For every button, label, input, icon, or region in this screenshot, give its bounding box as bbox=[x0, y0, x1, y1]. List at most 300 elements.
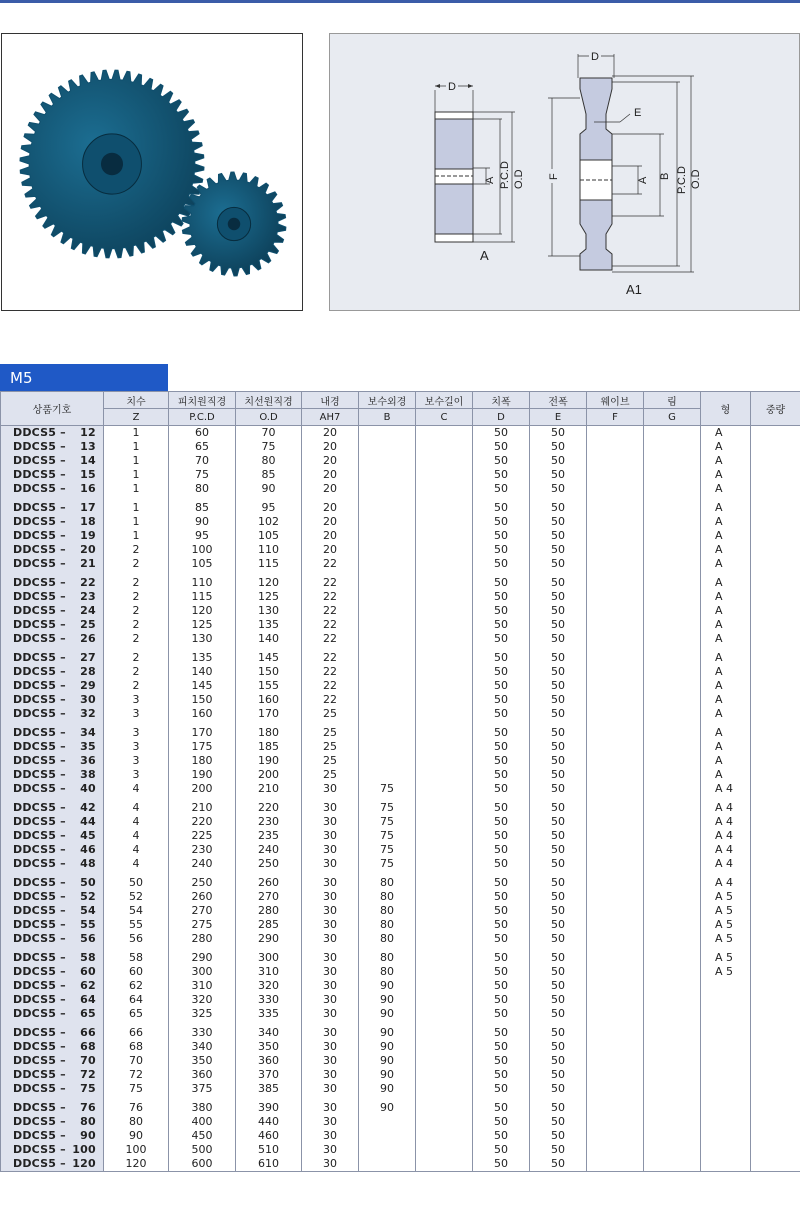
cell-od: 75 bbox=[236, 440, 302, 454]
cell-pcd: 230 bbox=[169, 843, 236, 857]
cell-pcd: 135 bbox=[169, 646, 236, 665]
cell-ah7: 22 bbox=[302, 571, 359, 590]
cell-type: A 4 bbox=[701, 857, 751, 871]
cell-pcd: 170 bbox=[169, 721, 236, 740]
cell-weight bbox=[751, 515, 800, 529]
table-row bbox=[1, 665, 800, 679]
cell-f bbox=[587, 665, 644, 679]
product-code-cell bbox=[1, 932, 104, 946]
product-code-prefix: DDCS5 – bbox=[13, 726, 66, 739]
cell-z: 72 bbox=[104, 1068, 169, 1082]
product-code-prefix: DDCS5 – bbox=[13, 679, 66, 692]
cell-c bbox=[416, 543, 473, 557]
cell-od: 385 bbox=[236, 1082, 302, 1096]
product-code-cell bbox=[1, 515, 104, 529]
table-row bbox=[1, 993, 800, 1007]
cell-b: 90 bbox=[359, 1096, 416, 1115]
spec-table-wrapper bbox=[0, 391, 800, 1172]
cell-z: 2 bbox=[104, 571, 169, 590]
cell-d: 50 bbox=[473, 1007, 530, 1021]
cell-pcd: 200 bbox=[169, 782, 236, 796]
cell-f bbox=[587, 796, 644, 815]
cell-weight bbox=[751, 665, 800, 679]
cell-type bbox=[701, 1082, 751, 1096]
cell-c bbox=[416, 590, 473, 604]
cell-b bbox=[359, 768, 416, 782]
cell-d: 50 bbox=[473, 515, 530, 529]
product-code-prefix: DDCS5 – bbox=[13, 1007, 66, 1020]
cell-type: A bbox=[701, 754, 751, 768]
product-code-number: 45 bbox=[80, 829, 96, 842]
product-code-number: 64 bbox=[80, 993, 96, 1006]
product-code-prefix: DDCS5 – bbox=[13, 543, 66, 556]
cell-d: 50 bbox=[473, 665, 530, 679]
cell-z: 1 bbox=[104, 515, 169, 529]
product-code-prefix: DDCS5 – bbox=[13, 843, 66, 856]
cell-ah7: 22 bbox=[302, 604, 359, 618]
cell-weight bbox=[751, 1082, 800, 1096]
spur-gear-pair-image bbox=[2, 34, 302, 310]
dim-b-label: B bbox=[659, 172, 671, 180]
cell-od: 310 bbox=[236, 965, 302, 979]
cell-weight bbox=[751, 571, 800, 590]
product-code-number: 12 bbox=[80, 426, 96, 439]
cell-f bbox=[587, 1096, 644, 1115]
product-code-prefix: DDCS5 – bbox=[13, 768, 66, 781]
cell-pcd: 140 bbox=[169, 665, 236, 679]
product-code-number: 22 bbox=[80, 576, 96, 589]
cell-ah7: 30 bbox=[302, 1115, 359, 1129]
cell-d: 50 bbox=[473, 890, 530, 904]
cell-type: A bbox=[701, 571, 751, 590]
product-code-prefix: DDCS5 – bbox=[13, 665, 66, 678]
header-product-code: 상품기호 bbox=[1, 392, 104, 426]
cell-b bbox=[359, 604, 416, 618]
cell-pcd: 95 bbox=[169, 529, 236, 543]
product-code-prefix: DDCS5 – bbox=[13, 876, 66, 889]
product-code-number: 75 bbox=[80, 1082, 96, 1095]
cell-ah7: 25 bbox=[302, 707, 359, 721]
product-code-prefix: DDCS5 – bbox=[13, 1054, 66, 1067]
cell-type bbox=[701, 993, 751, 1007]
cell-ah7: 22 bbox=[302, 557, 359, 571]
cell-f bbox=[587, 782, 644, 796]
product-code-prefix: DDCS5 – bbox=[13, 829, 66, 842]
cell-b bbox=[359, 693, 416, 707]
cell-c bbox=[416, 468, 473, 482]
product-code-prefix: DDCS5 – bbox=[13, 754, 66, 767]
table-row bbox=[1, 679, 800, 693]
cell-b bbox=[359, 482, 416, 496]
cell-f bbox=[587, 571, 644, 590]
cell-e: 50 bbox=[530, 890, 587, 904]
cell-type: A bbox=[701, 482, 751, 496]
cell-b: 90 bbox=[359, 1082, 416, 1096]
cell-od: 95 bbox=[236, 496, 302, 515]
cell-f bbox=[587, 632, 644, 646]
product-code-cell bbox=[1, 590, 104, 604]
cell-pcd: 220 bbox=[169, 815, 236, 829]
cell-b bbox=[359, 543, 416, 557]
cell-c bbox=[416, 679, 473, 693]
cell-c bbox=[416, 646, 473, 665]
cell-od: 340 bbox=[236, 1021, 302, 1040]
cell-od: 235 bbox=[236, 829, 302, 843]
product-code-number: 16 bbox=[80, 482, 96, 495]
product-code-prefix: DDCS5 – bbox=[13, 707, 66, 720]
table-row bbox=[1, 740, 800, 754]
product-code-cell bbox=[1, 665, 104, 679]
product-code-cell bbox=[1, 1096, 104, 1115]
cell-ah7: 30 bbox=[302, 979, 359, 993]
cell-type bbox=[701, 1143, 751, 1157]
cell-weight bbox=[751, 1068, 800, 1082]
cell-d: 50 bbox=[473, 707, 530, 721]
cell-g bbox=[644, 454, 701, 468]
cell-z: 2 bbox=[104, 679, 169, 693]
table-row bbox=[1, 829, 800, 843]
cell-z: 2 bbox=[104, 543, 169, 557]
cell-ah7: 30 bbox=[302, 946, 359, 965]
dimension-diagram bbox=[329, 33, 800, 311]
cell-f bbox=[587, 454, 644, 468]
cell-d: 50 bbox=[473, 1143, 530, 1157]
cell-pcd: 90 bbox=[169, 515, 236, 529]
product-code-cell bbox=[1, 1157, 104, 1172]
cell-g bbox=[644, 679, 701, 693]
cell-od: 190 bbox=[236, 754, 302, 768]
product-code-cell bbox=[1, 815, 104, 829]
cell-g bbox=[644, 871, 701, 890]
sub-f: F bbox=[587, 409, 644, 426]
table-row bbox=[1, 646, 800, 665]
cell-weight bbox=[751, 618, 800, 632]
cell-z: 4 bbox=[104, 815, 169, 829]
cell-b: 80 bbox=[359, 918, 416, 932]
cell-d: 50 bbox=[473, 557, 530, 571]
cell-ah7: 30 bbox=[302, 932, 359, 946]
cell-e: 50 bbox=[530, 1115, 587, 1129]
product-code-number: 13 bbox=[80, 440, 96, 453]
cell-ah7: 22 bbox=[302, 693, 359, 707]
cell-od: 110 bbox=[236, 543, 302, 557]
dim-e-label: E bbox=[634, 107, 642, 119]
cell-e: 50 bbox=[530, 721, 587, 740]
cell-weight bbox=[751, 857, 800, 871]
cell-pcd: 125 bbox=[169, 618, 236, 632]
product-code-cell bbox=[1, 904, 104, 918]
cell-f bbox=[587, 815, 644, 829]
cell-z: 1 bbox=[104, 440, 169, 454]
cell-pcd: 180 bbox=[169, 754, 236, 768]
cell-pcd: 600 bbox=[169, 1157, 236, 1172]
cell-g bbox=[644, 1129, 701, 1143]
cell-c bbox=[416, 965, 473, 979]
cell-b: 90 bbox=[359, 993, 416, 1007]
cell-od: 120 bbox=[236, 571, 302, 590]
cell-f bbox=[587, 1157, 644, 1172]
cell-b bbox=[359, 529, 416, 543]
cell-pcd: 380 bbox=[169, 1096, 236, 1115]
product-code-cell bbox=[1, 693, 104, 707]
product-code-prefix: DDCS5 – bbox=[13, 857, 66, 870]
cell-c bbox=[416, 1068, 473, 1082]
cell-z: 1 bbox=[104, 468, 169, 482]
cell-ah7: 30 bbox=[302, 1143, 359, 1157]
cell-d: 50 bbox=[473, 543, 530, 557]
cell-e: 50 bbox=[530, 557, 587, 571]
cell-z: 2 bbox=[104, 590, 169, 604]
cell-e: 50 bbox=[530, 796, 587, 815]
cell-g bbox=[644, 740, 701, 754]
cell-b: 80 bbox=[359, 932, 416, 946]
cell-e: 50 bbox=[530, 871, 587, 890]
cell-z: 65 bbox=[104, 1007, 169, 1021]
cell-ah7: 22 bbox=[302, 646, 359, 665]
product-code-prefix: DDCS5 – bbox=[13, 782, 66, 795]
cell-type: A bbox=[701, 721, 751, 740]
cell-b bbox=[359, 468, 416, 482]
cell-d: 50 bbox=[473, 468, 530, 482]
product-code-cell bbox=[1, 979, 104, 993]
cell-d: 50 bbox=[473, 440, 530, 454]
cell-e: 50 bbox=[530, 843, 587, 857]
cell-c bbox=[416, 496, 473, 515]
cell-z: 4 bbox=[104, 857, 169, 871]
cell-ah7: 30 bbox=[302, 1021, 359, 1040]
cell-c bbox=[416, 1096, 473, 1115]
cell-weight bbox=[751, 1021, 800, 1040]
cell-c bbox=[416, 693, 473, 707]
cell-ah7: 20 bbox=[302, 440, 359, 454]
cell-f bbox=[587, 754, 644, 768]
cell-f bbox=[587, 1129, 644, 1143]
product-code-cell bbox=[1, 646, 104, 665]
cell-e: 50 bbox=[530, 440, 587, 454]
cell-weight bbox=[751, 646, 800, 665]
type-a-section bbox=[435, 80, 525, 263]
cell-f bbox=[587, 1143, 644, 1157]
cell-type: A bbox=[701, 604, 751, 618]
cell-g bbox=[644, 482, 701, 496]
cell-weight bbox=[751, 871, 800, 890]
table-row bbox=[1, 440, 800, 454]
gear-section-drawing bbox=[330, 34, 799, 310]
table-row bbox=[1, 590, 800, 604]
cell-d: 50 bbox=[473, 1115, 530, 1129]
table-row bbox=[1, 529, 800, 543]
cell-weight bbox=[751, 979, 800, 993]
cell-c bbox=[416, 571, 473, 590]
product-code-prefix: DDCS5 – bbox=[13, 632, 66, 645]
cell-weight bbox=[751, 1040, 800, 1054]
table-row bbox=[1, 543, 800, 557]
caption-type-a: A bbox=[480, 248, 489, 263]
cell-e: 50 bbox=[530, 482, 587, 496]
product-code-cell bbox=[1, 754, 104, 768]
product-code-number: 32 bbox=[80, 707, 96, 720]
cell-od: 260 bbox=[236, 871, 302, 890]
cell-type: A bbox=[701, 693, 751, 707]
cell-od: 140 bbox=[236, 632, 302, 646]
cell-ah7: 25 bbox=[302, 721, 359, 740]
header-bore: 내경 bbox=[302, 392, 359, 409]
cell-b: 80 bbox=[359, 890, 416, 904]
cell-g bbox=[644, 1157, 701, 1172]
sub-e: E bbox=[530, 409, 587, 426]
product-code-number: 52 bbox=[80, 890, 96, 903]
cell-e: 50 bbox=[530, 571, 587, 590]
product-code-number: 17 bbox=[80, 501, 96, 514]
cell-z: 120 bbox=[104, 1157, 169, 1172]
cell-d: 50 bbox=[473, 1129, 530, 1143]
cell-z: 2 bbox=[104, 557, 169, 571]
cell-g bbox=[644, 426, 701, 441]
cell-type: A 5 bbox=[701, 890, 751, 904]
product-code-prefix: DDCS5 – bbox=[13, 904, 66, 917]
cell-weight bbox=[751, 721, 800, 740]
cell-c bbox=[416, 1157, 473, 1172]
cell-weight bbox=[751, 590, 800, 604]
cell-z: 90 bbox=[104, 1129, 169, 1143]
table-row bbox=[1, 918, 800, 932]
product-code-prefix: DDCS5 – bbox=[13, 993, 66, 1006]
dim-od-label-a1: O.D bbox=[690, 169, 702, 189]
product-code-prefix: DDCS5 – bbox=[13, 651, 66, 664]
product-code-prefix: DDCS5 – bbox=[13, 890, 66, 903]
cell-z: 1 bbox=[104, 496, 169, 515]
product-code-cell bbox=[1, 632, 104, 646]
cell-g bbox=[644, 918, 701, 932]
cell-f bbox=[587, 871, 644, 890]
cell-g bbox=[644, 993, 701, 1007]
cell-d: 50 bbox=[473, 946, 530, 965]
table-row bbox=[1, 557, 800, 571]
cell-g bbox=[644, 857, 701, 871]
table-row bbox=[1, 871, 800, 890]
cell-weight bbox=[751, 482, 800, 496]
cell-d: 50 bbox=[473, 571, 530, 590]
product-code-prefix: DDCS5 – bbox=[13, 468, 66, 481]
cell-z: 2 bbox=[104, 618, 169, 632]
cell-type bbox=[701, 1096, 751, 1115]
cell-weight bbox=[751, 1054, 800, 1068]
table-row bbox=[1, 1054, 800, 1068]
cell-f bbox=[587, 721, 644, 740]
product-code-cell bbox=[1, 768, 104, 782]
cell-type: A 4 bbox=[701, 815, 751, 829]
type-a1-section bbox=[545, 50, 702, 297]
cell-e: 50 bbox=[530, 1143, 587, 1157]
cell-pcd: 75 bbox=[169, 468, 236, 482]
cell-z: 3 bbox=[104, 768, 169, 782]
table-row bbox=[1, 979, 800, 993]
cell-ah7: 20 bbox=[302, 482, 359, 496]
cell-e: 50 bbox=[530, 646, 587, 665]
cell-weight bbox=[751, 740, 800, 754]
sub-pcd: P.C.D bbox=[169, 409, 236, 426]
cell-b bbox=[359, 1129, 416, 1143]
table-row bbox=[1, 796, 800, 815]
product-code-cell bbox=[1, 440, 104, 454]
cell-g bbox=[644, 815, 701, 829]
cell-d: 50 bbox=[473, 796, 530, 815]
cell-weight bbox=[751, 1157, 800, 1172]
cell-od: 240 bbox=[236, 843, 302, 857]
cell-pcd: 150 bbox=[169, 693, 236, 707]
cell-c bbox=[416, 768, 473, 782]
cell-e: 50 bbox=[530, 829, 587, 843]
product-code-cell bbox=[1, 679, 104, 693]
cell-d: 50 bbox=[473, 979, 530, 993]
cell-weight bbox=[751, 707, 800, 721]
header-total-width: 전폭 bbox=[530, 392, 587, 409]
cell-d: 50 bbox=[473, 721, 530, 740]
product-code-number: 66 bbox=[80, 1026, 96, 1039]
spec-table-body bbox=[1, 426, 800, 1172]
header-teeth: 치수 bbox=[104, 392, 169, 409]
product-code-cell bbox=[1, 1007, 104, 1021]
cell-ah7: 20 bbox=[302, 468, 359, 482]
cell-f bbox=[587, 890, 644, 904]
cell-pcd: 225 bbox=[169, 829, 236, 843]
cell-weight bbox=[751, 1007, 800, 1021]
cell-od: 125 bbox=[236, 590, 302, 604]
cell-pcd: 105 bbox=[169, 557, 236, 571]
cell-c bbox=[416, 426, 473, 441]
header-web: 웨이브 bbox=[587, 392, 644, 409]
cell-g bbox=[644, 557, 701, 571]
cell-z: 2 bbox=[104, 646, 169, 665]
cell-e: 50 bbox=[530, 618, 587, 632]
cell-c bbox=[416, 782, 473, 796]
product-code-number: 38 bbox=[80, 768, 96, 781]
cell-od: 102 bbox=[236, 515, 302, 529]
cell-b bbox=[359, 1143, 416, 1157]
cell-weight bbox=[751, 1143, 800, 1157]
cell-g bbox=[644, 707, 701, 721]
product-code-prefix: DDCS5 – bbox=[13, 618, 66, 631]
cell-f bbox=[587, 932, 644, 946]
product-code-number: 21 bbox=[80, 557, 96, 570]
sub-ah7: AH7 bbox=[302, 409, 359, 426]
cell-e: 50 bbox=[530, 496, 587, 515]
sub-c: C bbox=[416, 409, 473, 426]
product-code-cell bbox=[1, 543, 104, 557]
cell-f bbox=[587, 468, 644, 482]
cell-pcd: 190 bbox=[169, 768, 236, 782]
cell-c bbox=[416, 1115, 473, 1129]
cell-z: 4 bbox=[104, 843, 169, 857]
cell-f bbox=[587, 618, 644, 632]
cell-od: 390 bbox=[236, 1096, 302, 1115]
product-code-cell bbox=[1, 604, 104, 618]
product-code-prefix: DDCS5 – bbox=[13, 426, 66, 439]
cell-c bbox=[416, 632, 473, 646]
cell-z: 56 bbox=[104, 932, 169, 946]
cell-ah7: 30 bbox=[302, 815, 359, 829]
table-row bbox=[1, 754, 800, 768]
cell-g bbox=[644, 1082, 701, 1096]
cell-g bbox=[644, 1021, 701, 1040]
product-code-number: 25 bbox=[80, 618, 96, 631]
cell-ah7: 30 bbox=[302, 1082, 359, 1096]
cell-d: 50 bbox=[473, 754, 530, 768]
sub-b: B bbox=[359, 409, 416, 426]
cell-ah7: 30 bbox=[302, 1007, 359, 1021]
cell-z: 54 bbox=[104, 904, 169, 918]
product-code-prefix: DDCS5 – bbox=[13, 918, 66, 931]
